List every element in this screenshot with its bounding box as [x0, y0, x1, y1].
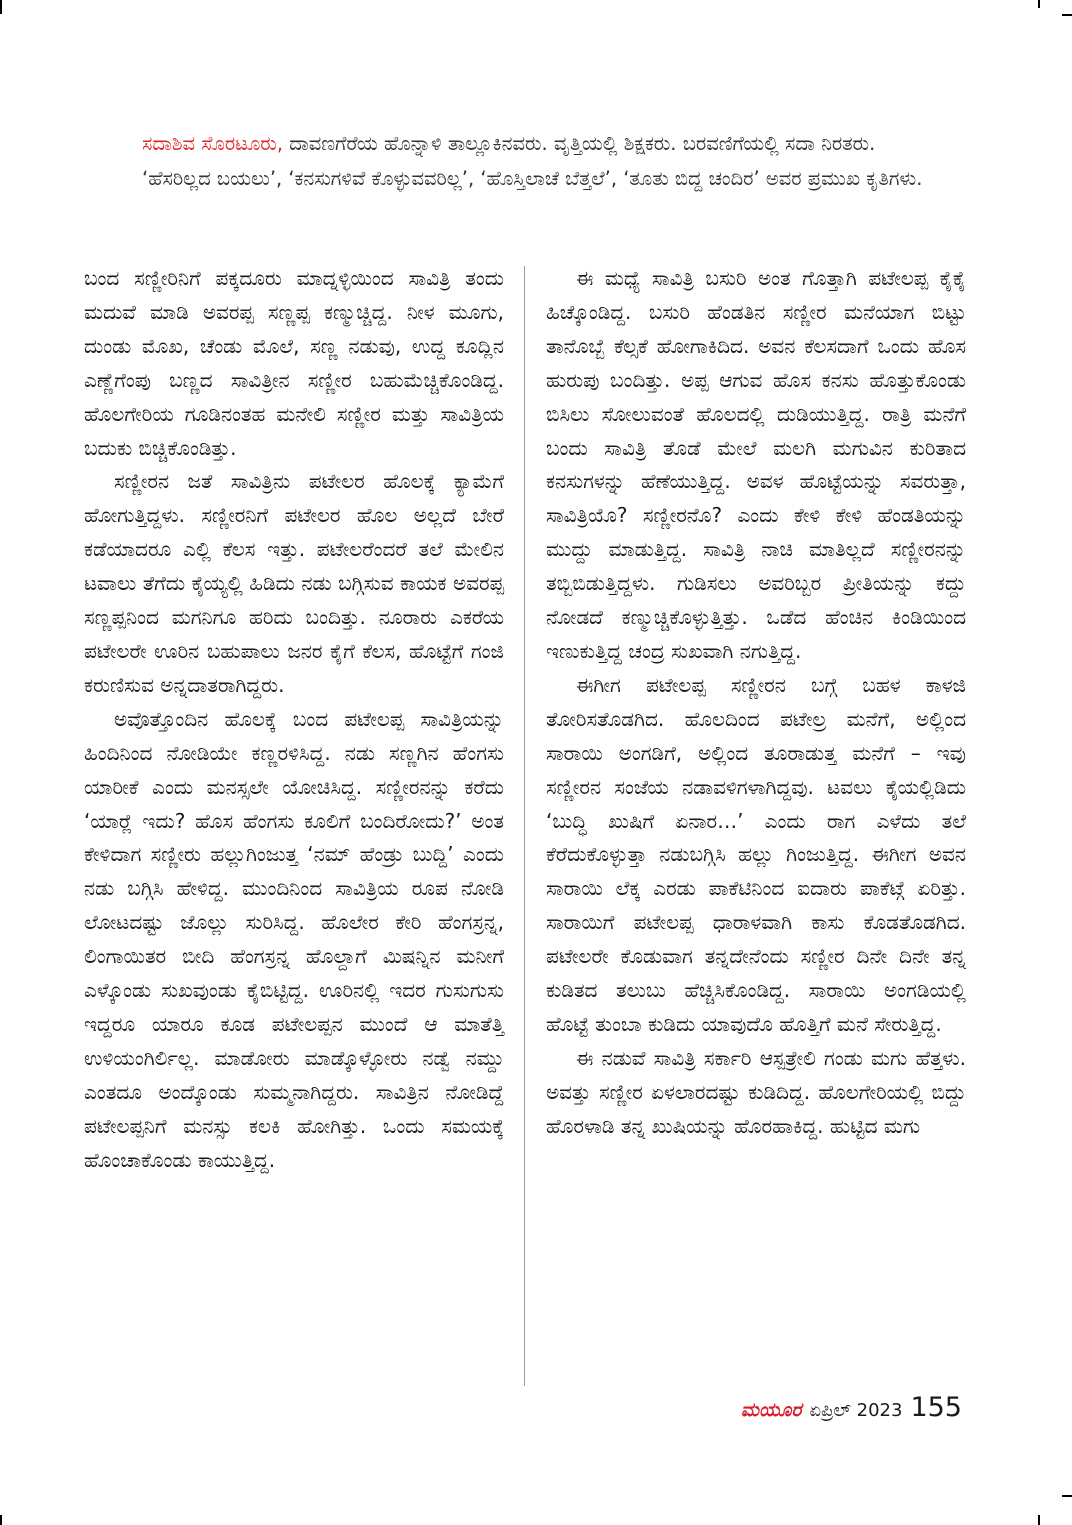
paragraph: ಈ ಮಧ್ಯೆ ಸಾವಿತ್ರಿ ಬಸುರಿ ಅಂತ ಗೊತ್ತಾಗಿ ಪಟೇಲಪ್ಪ ಕೈಕೈ ಹಿಚ್ಕೊಂಡಿದ್ದ. ಬಸುರಿ ಹೆಂಡತಿನ ಸಣ್ಣೀರ ಮನೆಯಾಗ ಬಿಟ್ಟು ತಾನೊಬ್ಬೆ ಕೆಲ್ಸಕೆ ಹೋಗಾಕಿದಿದ. ಅವನ ಕೆಲಸದಾಗೆ ಒಂದು ಹೊಸ ಹುರುಪು ಬಂದಿತ್ತು. ಅಪ್ಪ ಆಗುವ ಹೊಸ ಕನಸು ಹೊತ್ತುಕೊಂಡು ಬಿಸಿಲು ಸೋಲುವಂತೆ ಹೊಲದಲ್ಲಿ ದುಡಿಯುತ್ತಿದ್ದ. ರಾತ್ರಿ ಮನೆಗೆ ಬಂದು ಸಾವಿತ್ರಿ ತೊಡೆ ಮೇಲೆ ಮಲಗಿ ಮಗುವಿನ ಕುರಿತಾದ ಕನಸುಗಳನ್ನು ಹೆಣೆಯುತ್ತಿದ್ದ. ಅವಳ ಹೊಟ್ಟೆಯನ್ನು ಸವರುತ್ತಾ, ಸಾವಿತ್ರಿಯೊ? ಸಣ್ಣೀರನೊ? ಎಂದು ಕೇಳಿ ಕೇಳಿ ಹೆಂಡತಿಯನ್ನು ಮುದ್ದು ಮಾಡುತ್ತಿದ್ದ. ಸಾವಿತ್ರಿ ನಾಚಿ ಮಾತಿಲ್ಲದೆ ಸಣ್ಣೀರನನ್ನು ತಬ್ಬಿಬಿಡುತ್ತಿದ್ದಳು. ಗುಡಿಸಲು ಅವರಿಬ್ಬರ ಪ್ರೀತಿಯನ್ನು ಕದ್ದು ನೋಡದೆ ಕಣ್ಮುಚ್ಚಿಕೊಳ್ಳುತ್ತಿತ್ತು. ಒಡೆದ ಹೆಂಚಿನ ಕಿಂಡಿಯಿಂದ ಇಣುಕುತ್ತಿದ್ದ ಚಂದ್ರ ಸುಖವಾಗಿ ನಗುತ್ತಿದ್ದ.	[546, 266, 966, 663]
paragraph: ಬಂದ ಸಣ್ಣೀರಿನಿಗೆ ಪಕ್ಕದೂರು ಮಾದ್ನಳ್ಳಿಯಿಂದ ಸಾವಿತ್ರಿ ತಂದು ಮದುವೆ ಮಾಡಿ ಅವರಪ್ಪ ಸಣ್ಣಪ್ಪ ಕಣ್ಮುಚ್ಚಿದ್ದ. ನೀಳ ಮೂಗು, ದುಂಡು ಮೊಖ, ಚೆಂಡು ಮೊಲೆ, ಸಣ್ಣ ನಡುವು, ಉದ್ದ ಕೂದ್ಲಿನ ಎಣ್ಣೆಗೆಂಪು ಬಣ್ಣದ ಸಾವಿತ್ರೀನ ಸಣ್ಣೀರ ಬಹುಮೆಚ್ಚಿಕೊಂಡಿದ್ದ. ಹೊಲಗೇರಿಯ ಗೂಡಿನಂತಹ ಮನೇಲಿ ಸಣ್ಣೀರ ಮತ್ತು ಸಾವಿತ್ರಿಯ ಬದುಕು ಬಿಚ್ಚಿಕೊಂಡಿತ್ತು.	[84, 266, 504, 460]
right-column	[546, 262, 966, 1144]
page-footer	[741, 1392, 962, 1432]
paragraph: ಈಗೀಗ ಪಟೇಲಪ್ಪ ಸಣ್ಣೀರನ ಬಗ್ಗೆ ಬಹಳ ಕಾಳಜಿ ತೋರಿಸತೊಡಗಿದ. ಹೊಲದಿಂದ ಪಟೇಲ್ರ ಮನೆಗೆ, ಅಲ್ಲಿಂದ ಸಾರಾಯಿ ಅಂಗಡಿಗೆ, ಅಲ್ಲಿಂದ ತೂರಾಡುತ್ತ ಮನೆಗೆ – ಇವು ಸಣ್ಣೀರನ ಸಂಜೆಯ ನಡಾವಳಿಗಳಾಗಿದ್ದವು. ಟವಲು ಕೈಯಲ್ಲಿಡಿದು ‘ಬುದ್ಧಿ ಖುಷಿಗೆ ಏನಾರ…’ ಎಂದು ರಾಗ ಎಳೆದು ತಲೆ ಕೆರೆದುಕೊಳ್ಳುತ್ತಾ ನಡುಬಗ್ಗಿಸಿ ಹಲ್ಲು ಗಿಂಜುತ್ತಿದ್ದ. ಈಗೀಗ ಅವನ ಸಾರಾಯಿ ಲೆಕ್ಕ ಎರಡು ಪಾಕೆಟಿನಿಂದ ಐದಾರು ಪಾಕೆಟ್ಗೆ ಏರಿತ್ತು. ಸಾರಾಯಿಗೆ ಪಟೇಲಪ್ಪ ಧಾರಾಳವಾಗಿ ಕಾಸು ಕೊಡತೊಡಗಿದ. ಪಟೇಲರೇ ಕೊಡುವಾಗ ತನ್ನದೇನೆಂದು ಸಣ್ಣೀರ ದಿನೇ ದಿನೇ ತನ್ನ ಕುಡಿತದ ತಲುಬು ಹೆಚ್ಚಿಸಿಕೊಂಡಿದ್ದ. ಸಾರಾಯಿ ಅಂಗಡಿಯಲ್ಲಿ ಹೊಟ್ಟೆ ತುಂಬಾ ಕುಡಿದು ಯಾವುದೊ ಹೊತ್ತಿಗೆ ಮನೆ ಸೇರುತ್ತಿದ್ದ.	[546, 672, 966, 1036]
author-name: ಸದಾಶಿವ ಸೊರಟೂರು,	[142, 132, 284, 155]
crop-mark	[1062, 1495, 1072, 1497]
left-column	[84, 262, 504, 1177]
page-number: 155	[910, 1392, 962, 1423]
author-note	[142, 126, 932, 196]
crop-mark	[1038, 1515, 1040, 1525]
crop-mark	[0, 0, 2, 14]
crop-mark	[1062, 14, 1072, 16]
paragraph: ಅವೊತ್ತೊಂದಿನ ಹೊಲಕ್ಕೆ ಬಂದ ಪಟೇಲಪ್ಪ ಸಾವಿತ್ರಿಯನ್ನು ಹಿಂದಿನಿಂದ ನೋಡಿಯೇ ಕಣ್ಣರಳಿಸಿದ್ದ. ನಡು ಸಣ್ಣಗಿನ ಹೆಂಗಸು ಯಾರೀಕೆ ಎಂದು ಮನಸ್ಸಲೇ ಯೋಚಿಸಿದ್ದ. ಸಣ್ಣೀರನನ್ನು ಕರೆದು ‘ಯಾರ್‍ಲೆ ಇದು? ಹೊಸ ಹೆಂಗಸು ಕೂಲಿಗೆ ಬಂದಿರೋದು?’ ಅಂತ ಕೇಳಿದಾಗ ಸಣ್ಣೀರು ಹಲ್ಲುಗಿಂಜುತ್ತ ‘ನಮ್ ಹೆಂಡ್ರು ಬುದ್ದಿ’ ಎಂದು ನಡು ಬಗ್ಗಿಸಿ ಹೇಳಿದ್ದ. ಮುಂದಿನಿಂದ ಸಾವಿತ್ರಿಯ ರೂಪ ನೋಡಿ ಲೋಟದಷ್ಟು ಜೊಲ್ಲು ಸುರಿಸಿದ್ದ. ಹೊಲೇರ ಕೇರಿ ಹೆಂಗಸ್ರನ್ನ, ಲಿಂಗಾಯಿತರ ಬೀದಿ ಹೆಂಗಸ್ರನ್ನ ಹೊಲ್ದಾಗೆ ಮಿಷನ್ನಿನ ಮನೀಗೆ ಎಳ್ಕೊಂಡು ಸುಖವುಂಡು ಕೈಬಿಟ್ಟಿದ್ದ. ಊರಿನಲ್ಲಿ ಇದರ ಗುಸುಗುಸು ಇದ್ದರೂ ಯಾರೂ ಕೂಡ ಪಟೇಲಪ್ಪನ ಮುಂದೆ ಆ ಮಾತೆತ್ತಿ ಉಳಿಯಂಗಿರ್ಲಿಲ್ಲ. ಮಾಡೋರು ಮಾಡ್ಕೊಳ್ಳೋರು ನಡ್ವೆ ನಮ್ದು ಎಂತದೂ ಅಂದ್ಕೊಂಡು ಸುಮ್ಮನಾಗಿದ್ದರು. ಸಾವಿತ್ರಿನ ನೋಡಿದ್ದೆ ಪಟೇಲಪ್ಪನಿಗೆ ಮನಸ್ಸು ಕಲಕಿ ಹೋಗಿತ್ತು. ಒಂದು ಸಮಯಕ್ಕೆ ಹೊಂಚಾಕೊಂಡು ಕಾಯುತ್ತಿದ್ದ.	[84, 706, 504, 1172]
crop-mark	[0, 1515, 2, 1525]
paragraph: ಸಣ್ಣೀರನ ಜತೆ ಸಾವಿತ್ರಿನು ಪಟೇಲರ ಹೊಲಕ್ಕೆ ಕ್ಯಾಮೆಗೆ ಹೋಗುತ್ತಿದ್ದಳು. ಸಣ್ಣೀರನಿಗೆ ಪಟೇಲರ ಹೊಲ ಅಲ್ಲದೆ ಬೇರೆ ಕಡೆಯಾದರೂ ಎಲ್ಲಿ ಕೆಲಸ ಇತ್ತು. ಪಟೇಲರೆಂದರೆ ತಲೆ ಮೇಲಿನ ಟವಾಲು ತೆಗೆದು ಕೈಯ್ಯಲ್ಲಿ ಹಿಡಿದು ನಡು ಬಗ್ಗಿಸುವ ಕಾಯಕ ಅವರಪ್ಪ ಸಣ್ಣಪ್ಪನಿಂದ ಮಗನಿಗೂ ಹರಿದು ಬಂದಿತ್ತು. ನೂರಾರು ಎಕರೆಯ ಪಟೇಲರೇ ಊರಿನ ಬಹುಪಾಲು ಜನರ ಕೈಗೆ ಕೆಲಸ, ಹೊಟ್ಟೆಗೆ ಗಂಜಿ ಕರುಣಿಸುವ ಅನ್ನದಾತರಾಗಿದ್ದರು.	[84, 469, 504, 697]
crop-mark	[1038, 0, 1040, 8]
column-divider	[524, 266, 525, 1386]
paragraph: ಈ ನಡುವೆ ಸಾವಿತ್ರಿ ಸರ್ಕಾರಿ ಆಸ್ಪತ್ರೇಲಿ ಗಂಡು ಮಗು ಹೆತ್ತಳು. ಅವತ್ತು ಸಣ್ಣೀರ ಏಳಲಾರದಷ್ಟು ಕುಡಿದಿದ್ದ. ಹೊಲಗೇರಿಯಲ್ಲಿ ಬಿದ್ದು ಹೊರಳಾಡಿ ತನ್ನ ಖುಷಿಯನ್ನು ಹೊರಹಾಕಿದ್ದ. ಹುಟ್ಟಿದ ಮಗು	[546, 1045, 966, 1138]
issue-date: ಏಪ್ರಿಲ್ 2023	[809, 1400, 903, 1421]
magazine-logo: ಮಯೂರ	[740, 1399, 802, 1421]
author-bio: ದಾವಣಗೆರೆಯ ಹೊನ್ನಾಳಿ ತಾಲ್ಲೂಕಿನವರು. ವೃತ್ತಿಯಲ್ಲಿ ಶಿಕ್ಷಕರು. ಬರವಣಿಗೆಯಲ್ಲಿ ಸದಾ ನಿರತರು. ‘ಹೆಸರಿಲ್ಲದ ಬಯಲು’, ‘ಕನಸುಗಳಿವೆ ಕೊಳ್ಳುವವರಿಲ್ಲ’, ‘ಹೊಸ್ತಿಲಾಚೆ ಬೆತ್ತಲೆ’, ‘ತೂತು ಬಿದ್ದ ಚಂದಿರ’ ಅವರ ಪ್ರಮುಖ ಕೃತಿಗಳು.	[142, 132, 923, 190]
